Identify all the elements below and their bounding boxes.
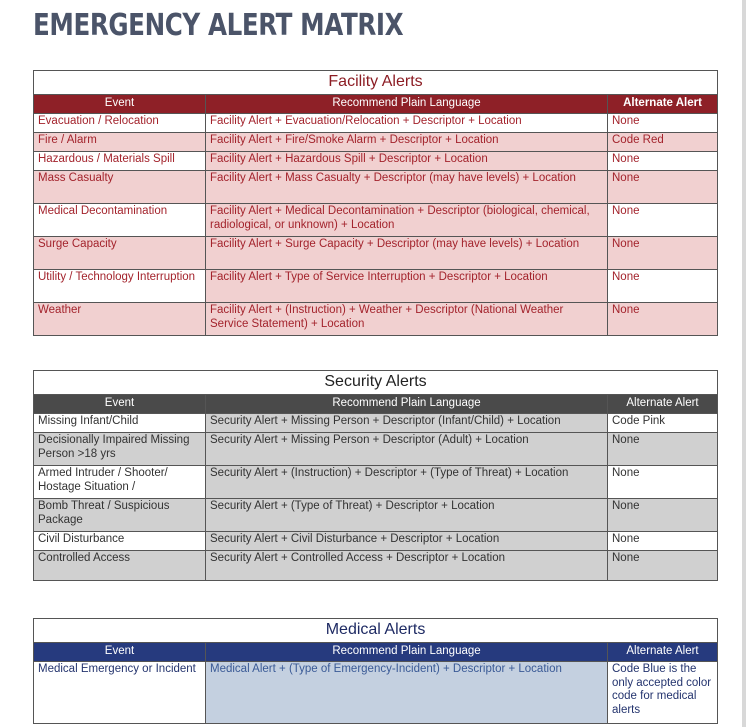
language-cell: Facility Alert + Surge Capacity + Descriptor (may have levels) + Location bbox=[206, 237, 608, 270]
language-cell: Security Alert + Missing Person + Descriptor (Infant/Child) + Location bbox=[206, 414, 608, 433]
table-row bbox=[34, 662, 718, 724]
alternate-cell: None bbox=[608, 152, 718, 171]
language-cell: Security Alert + Civil Disturbance + Descriptor + Location bbox=[206, 532, 608, 551]
event-cell: Bomb Threat / Suspicious Package bbox=[34, 499, 206, 532]
column-header-event: Event bbox=[34, 643, 206, 662]
table-row bbox=[34, 499, 718, 532]
language-cell: Facility Alert + Medical Decontamination + Descriptor (biological, chemical, radiological, or unknown) + Location bbox=[206, 204, 608, 237]
event-cell: Weather bbox=[34, 303, 206, 336]
language-cell: Security Alert + (Type of Threat) + Descriptor + Location bbox=[206, 499, 608, 532]
alternate-cell: None bbox=[608, 237, 718, 270]
alternate-cell: None bbox=[608, 551, 718, 581]
language-cell: Facility Alert + Fire/Smoke Alarm + Descriptor + Location bbox=[206, 133, 608, 152]
security-alerts-table bbox=[33, 370, 718, 581]
table-title: Security Alerts bbox=[34, 371, 718, 395]
table-row bbox=[34, 303, 718, 336]
facility-alerts-table bbox=[33, 70, 718, 336]
alternate-cell: Code Red bbox=[608, 133, 718, 152]
table-row bbox=[34, 433, 718, 466]
language-cell: Facility Alert + (Instruction) + Weather + Descriptor (National Weather Service Statement) + Location bbox=[206, 303, 608, 336]
event-cell: Armed Intruder / Shooter/ Hostage Situation / bbox=[34, 466, 206, 499]
alternate-cell: None bbox=[608, 114, 718, 133]
event-cell: Medical Emergency or Incident bbox=[34, 662, 206, 724]
table-title: Facility Alerts bbox=[34, 71, 718, 95]
page-title: EMERGENCY ALERT MATRIX bbox=[33, 8, 404, 43]
column-header-event: Event bbox=[34, 95, 206, 114]
alternate-cell: None bbox=[608, 466, 718, 499]
medical-alerts-table bbox=[33, 618, 718, 724]
language-cell: Facility Alert + Type of Service Interruption + Descriptor + Location bbox=[206, 270, 608, 303]
table-row bbox=[34, 237, 718, 270]
language-cell: Security Alert + (Instruction) + Descriptor + (Type of Threat) + Location bbox=[206, 466, 608, 499]
column-header-language: Recommend Plain Language bbox=[206, 95, 608, 114]
table-title: Medical Alerts bbox=[34, 619, 718, 643]
language-cell: Security Alert + Missing Person + Descriptor (Adult) + Location bbox=[206, 433, 608, 466]
column-header-event: Event bbox=[34, 395, 206, 414]
table-row bbox=[34, 204, 718, 237]
alternate-cell: None bbox=[608, 433, 718, 466]
language-cell: Facility Alert + Mass Casualty + Descriptor (may have levels) + Location bbox=[206, 171, 608, 204]
event-cell: Medical Decontamination bbox=[34, 204, 206, 237]
table-row bbox=[34, 270, 718, 303]
event-cell: Surge Capacity bbox=[34, 237, 206, 270]
alternate-cell: None bbox=[608, 171, 718, 204]
alternate-cell: Code Pink bbox=[608, 414, 718, 433]
table-row bbox=[34, 551, 718, 581]
alternate-cell: Code Blue is the only accepted color code for medical alerts bbox=[608, 662, 718, 724]
event-cell: Fire / Alarm bbox=[34, 133, 206, 152]
alternate-cell: None bbox=[608, 532, 718, 551]
event-cell: Controlled Access bbox=[34, 551, 206, 581]
table-row bbox=[34, 466, 718, 499]
alternate-cell: None bbox=[608, 270, 718, 303]
event-cell: Civil Disturbance bbox=[34, 532, 206, 551]
event-cell: Decisionally Impaired Missing Person >18 yrs bbox=[34, 433, 206, 466]
language-cell: Facility Alert + Evacuation/Relocation + Descriptor + Location bbox=[206, 114, 608, 133]
event-cell: Hazardous / Materials Spill bbox=[34, 152, 206, 171]
column-header-alternate: Alternate Alert bbox=[608, 95, 718, 114]
event-cell: Utility / Technology Interruption bbox=[34, 270, 206, 303]
alternate-cell: None bbox=[608, 204, 718, 237]
event-cell: Missing Infant/Child bbox=[34, 414, 206, 433]
table-row bbox=[34, 414, 718, 433]
event-cell: Mass Casualty bbox=[34, 171, 206, 204]
table-row bbox=[34, 152, 718, 171]
table-row bbox=[34, 114, 718, 133]
column-header-alternate: Alternate Alert bbox=[608, 395, 718, 414]
column-header-alternate: Alternate Alert bbox=[608, 643, 718, 662]
language-cell: Facility Alert + Hazardous Spill + Descriptor + Location bbox=[206, 152, 608, 171]
column-header-language: Recommend Plain Language bbox=[206, 643, 608, 662]
alternate-cell: None bbox=[608, 499, 718, 532]
event-cell: Evacuation / Relocation bbox=[34, 114, 206, 133]
table-row bbox=[34, 532, 718, 551]
column-header-language: Recommend Plain Language bbox=[206, 395, 608, 414]
language-cell: Security Alert + Controlled Access + Descriptor + Location bbox=[206, 551, 608, 581]
alternate-cell: None bbox=[608, 303, 718, 336]
table-row bbox=[34, 171, 718, 204]
language-cell: Medical Alert + (Type of Emergency-Incident) + Descriptor + Location bbox=[206, 662, 608, 724]
page-edge-divider bbox=[742, 0, 746, 727]
table-row bbox=[34, 133, 718, 152]
